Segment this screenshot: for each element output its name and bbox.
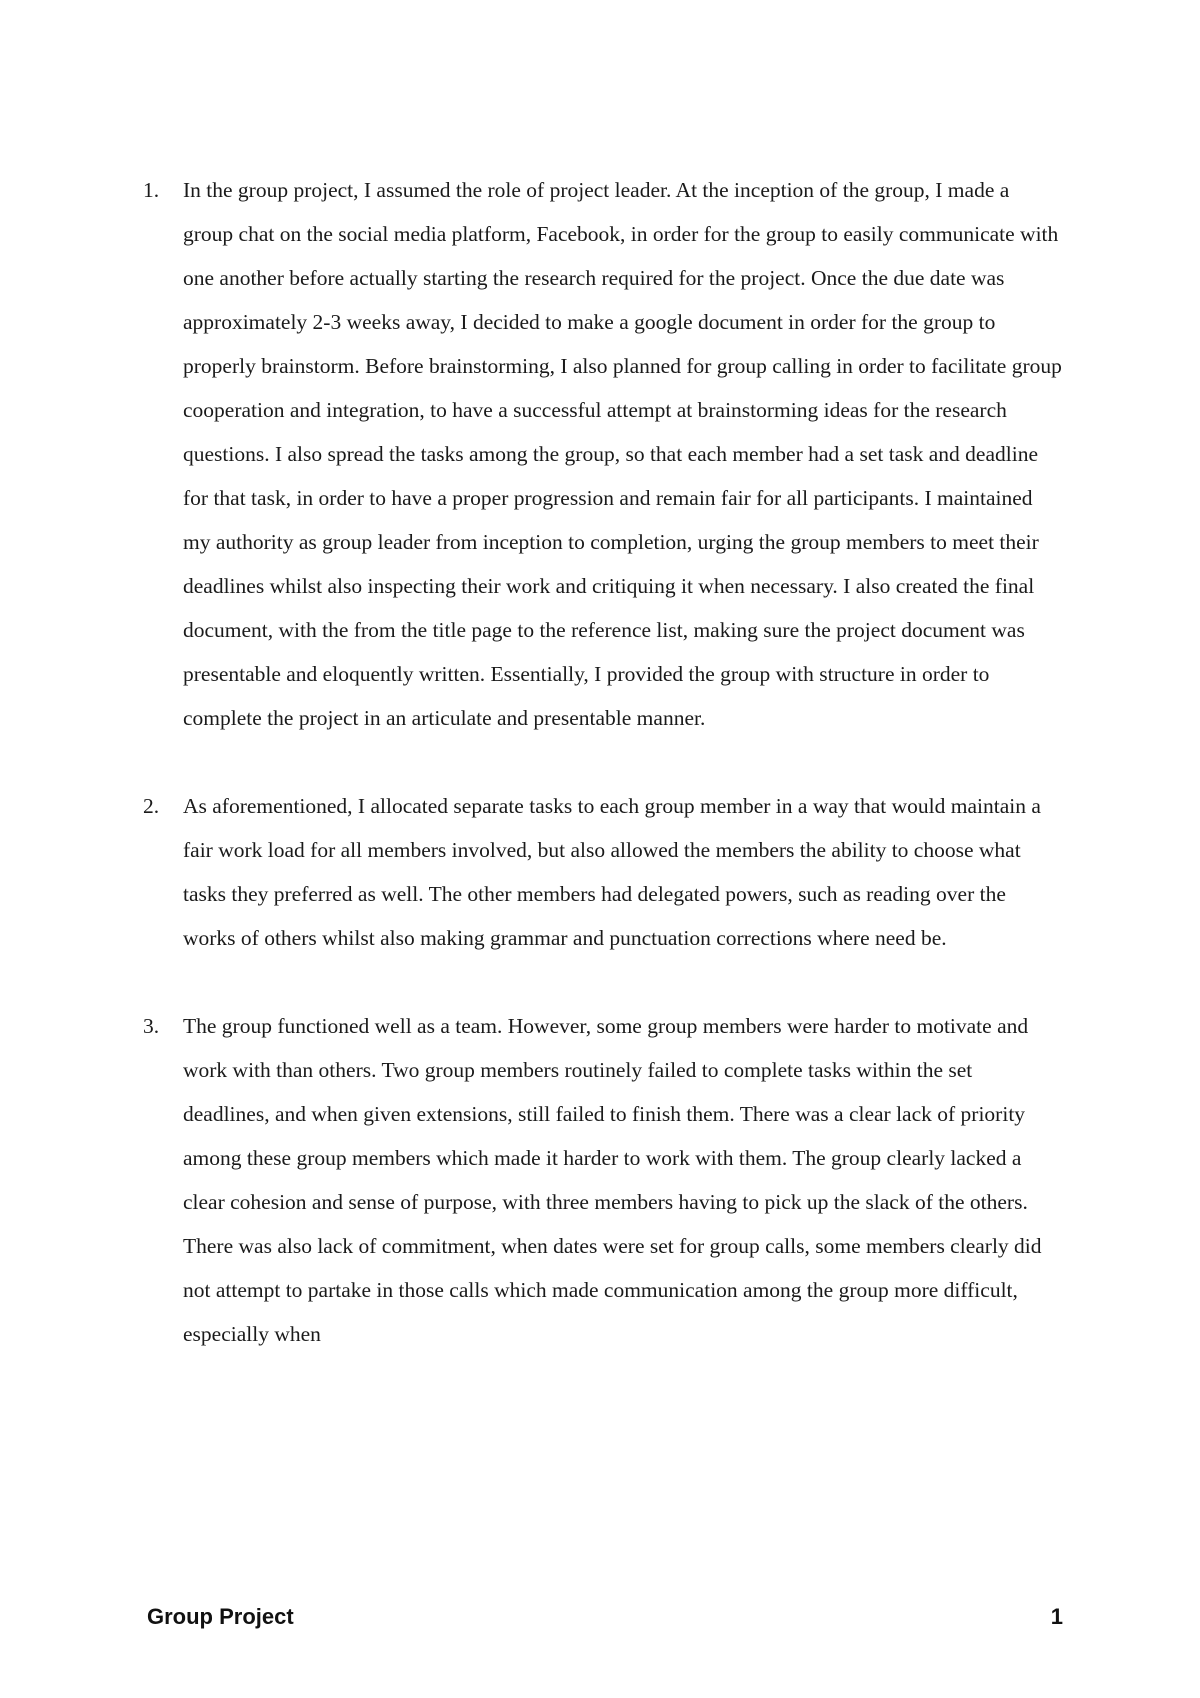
item-text: The group functioned well as a team. However, some group members were harder to motivate and work with than others. Two group members routinely failed to complete tasks within the set deadlines, and when given extensions, still failed to finish them. There was a clear lack of priority among these group members which made it harder to work with them. The group clearly lacked a clear cohesion and sense of purpose, with three members having to pick up the slack of the others. There was also lack of commitment, when dates were set for group calls, some members clearly did not attempt to partake in those calls which made communication among the group more difficult, especially when xyxy=(183,1014,1042,1346)
list-item xyxy=(143,1004,1063,1356)
footer-title: Group Project xyxy=(147,1604,294,1629)
page-footer xyxy=(147,1604,1063,1636)
numbered-list xyxy=(143,168,1063,1356)
item-number: 3. xyxy=(143,1014,160,1038)
item-text: As aforementioned, I allocated separate tasks to each group member in a way that would maintain a fair work load for all members involved, but also allowed the members the ability to choose what tasks they preferred as well. The other members had delegated powers, such as reading over the works of others whilst also making grammar and punctuation corrections where need be. xyxy=(183,794,1041,950)
page-number: 1 xyxy=(1050,1604,1063,1629)
item-number: 2. xyxy=(143,794,160,818)
document-body xyxy=(143,168,1063,1400)
item-number: 1. xyxy=(143,178,160,202)
list-item xyxy=(143,168,1063,740)
list-item xyxy=(143,784,1063,960)
item-text: In the group project, I assumed the role of project leader. At the inception of the group, I made a group chat on the social media platform, Facebook, in order for the group to easily communicate with one another before actually starting the research required for the project. Once the due date was approximately 2-3 weeks away, I decided to make a google document in order for the group to properly brainstorm. Before brainstorming, I also planned for group calling in order to facilitate group cooperation and integration, to have a successful attempt at brainstorming ideas for the research questions. I also spread the tasks among the group, so that each member had a set task and deadline for that task, in order to have a proper progression and remain fair for all participants. I maintained my authority as group leader from inception to completion, urging the group members to meet their deadlines whilst also inspecting their work and critiquing it when necessary. I also created the final document, with the from the title page to the reference list, making sure the project document was presentable and eloquently written. Essentially, I provided the group with structure in order to complete the project in an articulate and presentable manner. xyxy=(183,178,1062,730)
